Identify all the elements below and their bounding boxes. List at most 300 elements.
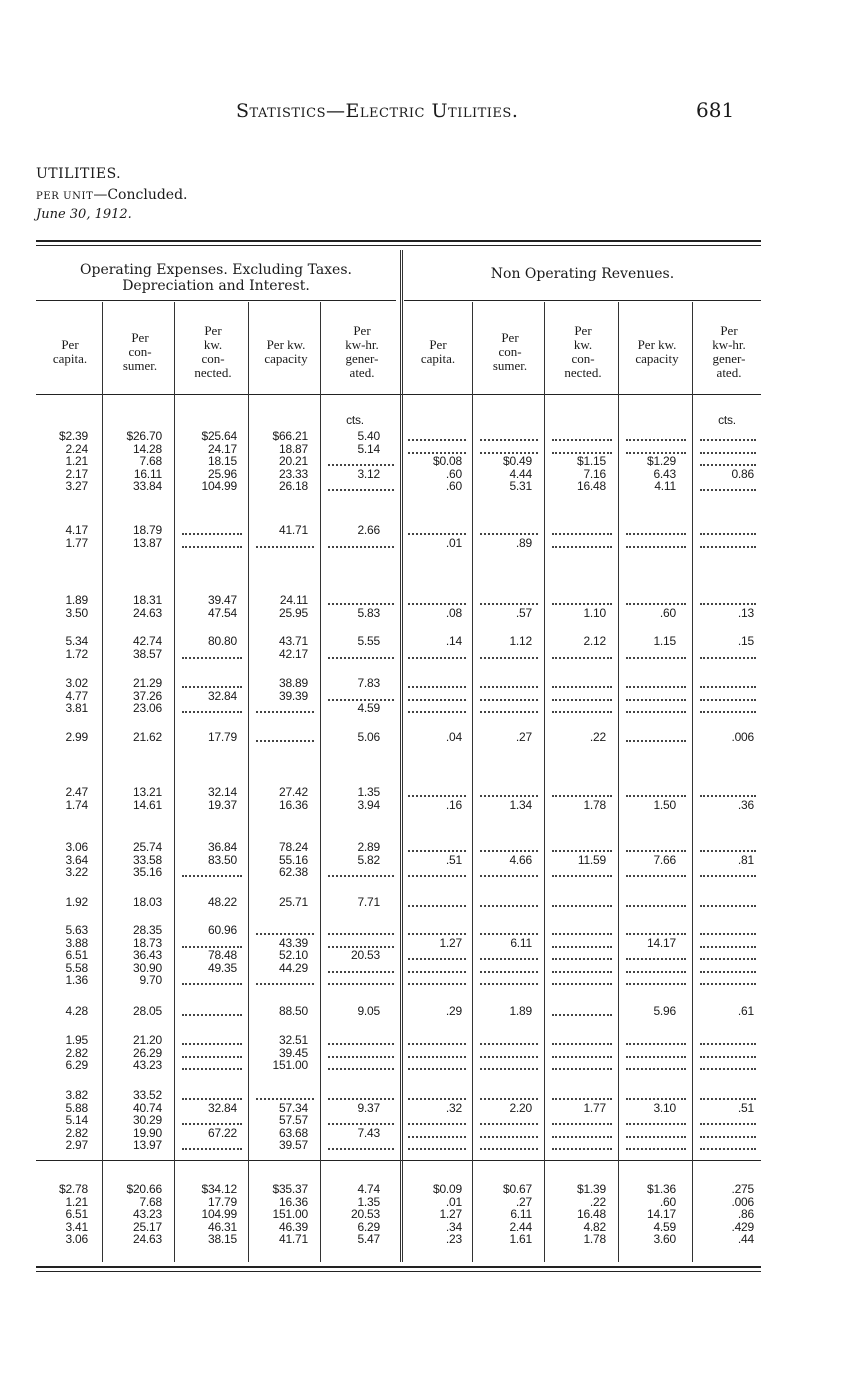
section-subheading: PER UNIT—Concluded.	[36, 187, 188, 203]
table-cell: 1.35	[357, 1194, 380, 1209]
empty-cell-leader	[626, 1098, 686, 1100]
empty-cell-leader	[700, 1098, 756, 1100]
empty-cell-leader	[700, 489, 756, 491]
empty-cell-leader	[700, 657, 756, 659]
table-cell: 20.53	[350, 1207, 380, 1222]
empty-cell-leader	[328, 971, 394, 973]
empty-cell-leader	[700, 958, 756, 960]
empty-cell-leader	[328, 1148, 394, 1150]
empty-cell-leader	[408, 971, 466, 973]
table-cell: $1.29	[646, 454, 676, 469]
table-cell: 6.51	[65, 948, 88, 963]
table-cell: 41.71	[278, 1232, 308, 1247]
table-cell: 3.06	[65, 840, 88, 854]
table-cell: .81	[737, 852, 754, 867]
table-cell: 36.43	[132, 948, 162, 963]
table-cell: 52.10	[278, 948, 308, 963]
table-cell: .60	[445, 479, 462, 494]
empty-cell-leader	[480, 603, 538, 605]
empty-cell-leader	[328, 546, 394, 548]
table-cell: 3.82	[65, 1088, 88, 1102]
empty-cell-leader	[626, 740, 686, 742]
empty-cell-leader	[408, 850, 466, 852]
empty-cell-leader	[626, 1056, 686, 1058]
table-cell: 13.97	[132, 1138, 162, 1153]
table-cell: 4.77	[65, 688, 88, 703]
table-cell: 3.22	[65, 865, 88, 880]
table-cell: 18.03	[132, 895, 162, 909]
empty-cell-leader	[480, 657, 538, 659]
totals-rule	[36, 1160, 761, 1161]
table-cell: .01	[445, 1194, 462, 1209]
empty-cell-leader	[626, 533, 686, 535]
table-cell: 38.57	[132, 646, 162, 661]
empty-cell-leader	[552, 1068, 612, 1070]
empty-cell-leader	[256, 933, 314, 935]
table-cell: 40.74	[132, 1100, 162, 1115]
empty-cell-leader	[480, 958, 538, 960]
table-cell: 24.11	[279, 593, 308, 607]
table-cell: 14.17	[646, 1207, 676, 1222]
table-cell: 35.16	[132, 865, 162, 880]
table-cell: 1.74	[65, 797, 88, 812]
table-cell: 33.84	[132, 479, 162, 494]
table-cell: 36.84	[207, 840, 237, 854]
table-cell: $26.70	[126, 429, 162, 443]
empty-cell-leader	[552, 603, 612, 605]
column-divider	[102, 302, 103, 1262]
table-cell: 7.16	[583, 466, 606, 481]
table-cell: 23.06	[132, 701, 162, 716]
empty-cell-leader	[408, 1136, 466, 1138]
column-divider	[472, 302, 473, 1262]
empty-cell-leader	[480, 711, 538, 713]
table-cell: 25.71	[278, 895, 308, 909]
table-cell: 19.37	[207, 797, 237, 812]
table-cell: 55.16	[278, 852, 308, 867]
table-cell: 6.11	[510, 935, 532, 950]
table-cell: .08	[445, 605, 462, 620]
table-cell: 80.80	[207, 634, 237, 648]
empty-cell-leader	[626, 711, 686, 713]
empty-cell-leader	[256, 711, 314, 713]
table-cell: 6.43	[653, 466, 676, 481]
table-cell: 16.11	[133, 466, 162, 481]
table-cell: 6.51	[65, 1207, 88, 1222]
table-cell: .27	[515, 730, 532, 744]
column-header-nonop-4: Per kw. capacity	[635, 337, 679, 366]
empty-cell-leader	[408, 533, 466, 535]
empty-cell-leader	[700, 1148, 756, 1150]
table-cell: 63.68	[278, 1125, 308, 1140]
table-cell: 25.74	[132, 840, 162, 854]
table-cell: 1.36	[65, 973, 88, 988]
table-cell: 4.17	[65, 523, 88, 537]
empty-cell-leader	[256, 983, 314, 985]
table-cell: $0.09	[432, 1182, 462, 1196]
table-cell: 151.00	[272, 1207, 308, 1222]
empty-cell-leader	[552, 958, 612, 960]
table-cell: 41.71	[278, 523, 308, 537]
table-cell: 78.48	[207, 948, 237, 963]
table-cell: 5.14	[65, 1113, 88, 1128]
table-cell: 3.94	[357, 797, 380, 812]
empty-cell-leader	[328, 875, 394, 877]
table-cell: 3.88	[65, 935, 88, 950]
table-cell: 7.66	[653, 852, 676, 867]
table-cell: 4.28	[65, 1004, 88, 1018]
table-cell: $66.21	[272, 429, 308, 443]
table-cell: 60.96	[207, 923, 237, 937]
table-cell: 27.42	[278, 785, 308, 799]
page-number: 681	[696, 98, 735, 122]
empty-cell-leader	[480, 699, 538, 701]
table-cell: 1.27	[439, 935, 462, 950]
table-cell: 20.21	[278, 454, 308, 469]
table-cell: 1.61	[509, 1232, 532, 1247]
table-date: June 30, 1912.	[36, 207, 132, 222]
empty-cell-leader	[700, 1136, 756, 1138]
empty-cell-leader	[626, 933, 686, 935]
table-cell: 24.63	[132, 605, 162, 620]
empty-cell-leader	[700, 533, 756, 535]
empty-cell-leader	[408, 603, 466, 605]
empty-cell-leader	[480, 686, 538, 688]
table-cell: 104.99	[201, 1207, 237, 1222]
table-cell: 2.89	[357, 840, 380, 854]
empty-cell-leader	[700, 795, 756, 797]
empty-cell-leader	[480, 971, 538, 973]
empty-cell-leader	[626, 1043, 686, 1045]
table-cell: 18.31	[132, 593, 162, 607]
table-cell: 28.05	[132, 1004, 162, 1018]
table-cell: 25.95	[278, 605, 308, 620]
table-cell: $0.67	[502, 1182, 532, 1196]
empty-cell-leader	[182, 686, 242, 688]
empty-cell-leader	[626, 439, 686, 441]
table-cell: 7.43	[357, 1125, 380, 1140]
empty-cell-leader	[408, 1043, 466, 1045]
column-header-opex-5: Per kw-hr. gener- ated.	[345, 323, 379, 380]
empty-cell-leader	[182, 875, 242, 877]
cts-label-operating: cts.	[346, 413, 364, 427]
table-cell: 3.02	[65, 676, 88, 690]
table-cell: 38.89	[278, 676, 308, 690]
empty-cell-leader	[700, 699, 756, 701]
table-cell: 1.92	[65, 895, 88, 909]
empty-cell-leader	[328, 464, 394, 466]
empty-cell-leader	[480, 795, 538, 797]
table-cell: 24.17	[207, 441, 237, 456]
empty-cell-leader	[552, 933, 612, 935]
table-cell: 11.59	[577, 852, 606, 867]
table-cell: 19.90	[132, 1125, 162, 1140]
column-divider	[320, 302, 321, 1262]
empty-cell-leader	[626, 699, 686, 701]
header-rule	[36, 394, 761, 395]
table-cell: 4.74	[357, 1182, 380, 1196]
column-divider	[248, 302, 249, 1262]
empty-cell-leader	[700, 1123, 756, 1125]
table-cell: .01	[445, 535, 462, 550]
table-cell: 2.97	[65, 1138, 88, 1153]
empty-cell-leader	[408, 1148, 466, 1150]
table-cell: 30.29	[132, 1113, 162, 1128]
table-cell: 28.35	[132, 923, 162, 937]
table-cell: 2.24	[65, 441, 88, 456]
table-cell: 32.84	[207, 1100, 237, 1115]
table-cell: $34.12	[201, 1182, 237, 1196]
table-cell: .15	[737, 634, 754, 648]
empty-cell-leader	[328, 1098, 394, 1100]
empty-cell-leader	[626, 850, 686, 852]
empty-cell-leader	[552, 850, 612, 852]
top-rule	[36, 240, 761, 242]
table-cell: .29	[445, 1004, 462, 1018]
empty-cell-leader	[480, 983, 538, 985]
table-cell: 4.44	[509, 466, 532, 481]
empty-cell-leader	[700, 946, 756, 948]
table-cell: .22	[589, 730, 606, 744]
empty-cell-leader	[408, 905, 466, 907]
table-cell: 88.50	[278, 1004, 308, 1018]
table-cell: 17.79	[207, 1194, 237, 1209]
table-cell: 2.99	[65, 730, 88, 744]
empty-cell-leader	[182, 546, 242, 548]
table-cell: 18.79	[132, 523, 162, 537]
table-cell: .23	[445, 1232, 462, 1247]
table-cell: .89	[515, 535, 532, 550]
table-cell: 16.36	[278, 1194, 308, 1209]
empty-cell-leader	[552, 971, 612, 973]
empty-cell-leader	[700, 546, 756, 548]
table-cell: 13.21	[132, 785, 162, 799]
table-cell: 30.90	[132, 960, 162, 975]
empty-cell-leader	[480, 1123, 538, 1125]
table-cell: 13.87	[132, 535, 162, 550]
table-cell: 2.20	[509, 1100, 532, 1115]
empty-cell-leader	[480, 1056, 538, 1058]
table-cell: 2.12	[583, 634, 606, 648]
empty-cell-leader	[700, 850, 756, 852]
empty-cell-leader	[480, 875, 538, 877]
table-cell: .36	[737, 797, 754, 812]
table-cell: 3.50	[65, 605, 88, 620]
empty-cell-leader	[408, 933, 466, 935]
table-cell: 5.47	[357, 1232, 380, 1247]
cts-label-nonoperating: cts.	[718, 413, 736, 427]
table-cell: 1.35	[357, 785, 380, 799]
table-cell: 2.82	[65, 1125, 88, 1140]
table-cell: 33.58	[132, 852, 162, 867]
table-cell: 42.74	[132, 634, 162, 648]
table-cell: 7.71	[357, 895, 380, 909]
table-cell: 26.29	[132, 1045, 162, 1060]
column-header-opex-1: Per capita.	[52, 337, 88, 366]
empty-cell-leader	[182, 533, 242, 535]
empty-cell-leader	[626, 603, 686, 605]
table-cell: .32	[445, 1100, 462, 1115]
table-cell: 3.27	[65, 479, 88, 494]
table-cell: 2.82	[65, 1045, 88, 1060]
table-cell: 33.52	[132, 1088, 162, 1102]
empty-cell-leader	[626, 1123, 686, 1125]
empty-cell-leader	[408, 875, 466, 877]
table-cell: 1.95	[65, 1033, 88, 1047]
empty-cell-leader	[182, 711, 242, 713]
empty-cell-leader	[552, 905, 612, 907]
section-heading: UTILITIES.	[36, 166, 122, 182]
empty-cell-leader	[408, 795, 466, 797]
empty-cell-leader	[626, 1068, 686, 1070]
table-cell: .61	[737, 1004, 754, 1018]
table-cell: $0.49	[502, 454, 532, 469]
empty-cell-leader	[408, 711, 466, 713]
table-cell: 1.10	[583, 605, 606, 620]
empty-cell-leader	[700, 933, 756, 935]
empty-cell-leader	[480, 533, 538, 535]
table-cell: 7.68	[139, 454, 162, 469]
table-cell: 78.24	[278, 840, 308, 854]
empty-cell-leader	[552, 983, 612, 985]
table-cell: 39.47	[207, 593, 237, 607]
table-cell: 9.70	[139, 973, 162, 988]
table-cell: 14.28	[132, 441, 162, 456]
table-cell: 5.82	[357, 852, 380, 867]
column-divider	[174, 302, 175, 1262]
table-cell: 32.51	[278, 1033, 308, 1047]
table-cell: 16.48	[576, 479, 606, 494]
empty-cell-leader	[328, 657, 394, 659]
table-cell: 3.60	[653, 1232, 676, 1247]
table-cell: .51	[737, 1100, 754, 1115]
table-cell: 5.34	[65, 634, 88, 648]
empty-cell-leader	[626, 971, 686, 973]
empty-cell-leader	[626, 657, 686, 659]
table-cell: .60	[659, 1194, 676, 1209]
table-cell: 67.22	[207, 1125, 237, 1140]
empty-cell-leader	[626, 958, 686, 960]
table-cell: .13	[737, 605, 754, 620]
empty-cell-leader	[328, 1043, 394, 1045]
table-cell: 16.48	[576, 1207, 606, 1222]
empty-cell-leader	[552, 1098, 612, 1100]
table-cell: .04	[445, 730, 462, 744]
empty-cell-leader	[408, 1098, 466, 1100]
empty-cell-leader	[700, 686, 756, 688]
empty-cell-leader	[408, 1068, 466, 1070]
empty-cell-leader	[700, 1056, 756, 1058]
empty-cell-leader	[552, 686, 612, 688]
table-cell: .34	[445, 1219, 462, 1234]
running-title: Statistics—Electric Utilities.	[236, 100, 519, 122]
table-cell: $1.39	[576, 1182, 606, 1196]
table-cell: 21.29	[132, 676, 162, 690]
bottom-rule	[36, 1266, 761, 1268]
table-cell: 20.53	[350, 948, 380, 963]
empty-cell-leader	[626, 875, 686, 877]
table-cell: 47.54	[207, 605, 237, 620]
table-cell: .51	[445, 852, 462, 867]
table-cell: 43.23	[132, 1058, 162, 1073]
table-cell: 37.26	[132, 688, 162, 703]
table-cell: 5.58	[65, 960, 88, 975]
table-cell: 5.96	[653, 1004, 676, 1018]
empty-cell-leader	[626, 1136, 686, 1138]
empty-cell-leader	[328, 983, 394, 985]
table-cell: 39.39	[278, 688, 308, 703]
table-cell: 7.83	[357, 676, 380, 690]
table-cell: 43.71	[278, 634, 308, 648]
table-cell: 3.81	[65, 701, 88, 716]
table-cell: 0.86	[731, 466, 754, 481]
empty-cell-leader	[626, 905, 686, 907]
table-cell: 3.64	[65, 852, 88, 867]
empty-cell-leader	[700, 464, 756, 466]
table-cell: 1.21	[65, 1194, 88, 1209]
table-cell: 3.41	[65, 1219, 88, 1234]
empty-cell-leader	[552, 1043, 612, 1045]
table-cell: 1.27	[439, 1207, 462, 1222]
empty-cell-leader	[256, 740, 314, 742]
table-cell: 1.77	[65, 535, 88, 550]
bottom-rule-thin	[36, 1271, 761, 1272]
table-cell: 9.05	[357, 1004, 380, 1018]
table-cell: 1.77	[583, 1100, 606, 1115]
table-cell: 151.00	[272, 1058, 308, 1073]
empty-cell-leader	[182, 1043, 242, 1045]
empty-cell-leader	[700, 875, 756, 877]
table-cell: .16	[445, 797, 462, 812]
table-cell: 3.10	[653, 1100, 676, 1115]
table-cell: .44	[737, 1232, 754, 1247]
table-cell: 26.18	[278, 479, 308, 494]
empty-cell-leader	[552, 1056, 612, 1058]
table-cell: .429	[731, 1219, 754, 1234]
empty-cell-leader	[328, 489, 394, 491]
table-cell: 9.37	[357, 1100, 380, 1115]
table-cell: 42.17	[278, 646, 308, 661]
table-cell: 4.59	[357, 701, 380, 716]
column-header-opex-4: Per kw. capacity	[264, 337, 308, 366]
empty-cell-leader	[626, 983, 686, 985]
table-cell: 17.79	[207, 730, 237, 744]
empty-cell-leader	[182, 1068, 242, 1070]
table-cell: 32.84	[207, 688, 237, 703]
table-cell: 1.89	[509, 1004, 532, 1018]
table-cell: .57	[515, 605, 532, 620]
table-cell: 1.78	[583, 797, 606, 812]
empty-cell-leader	[328, 1068, 394, 1070]
empty-cell-leader	[552, 1014, 612, 1016]
empty-cell-leader	[626, 546, 686, 548]
table-cell: 46.31	[207, 1219, 237, 1234]
table-cell: 39.45	[278, 1045, 308, 1060]
empty-cell-leader	[328, 933, 394, 935]
empty-cell-leader	[700, 1043, 756, 1045]
table-cell: 6.29	[357, 1219, 380, 1234]
table-cell: 49.35	[207, 960, 237, 975]
table-cell: 1.78	[583, 1232, 606, 1247]
empty-cell-leader	[480, 439, 538, 441]
table-cell: $1.36	[646, 1182, 676, 1196]
table-cell: 57.57	[278, 1113, 308, 1128]
empty-cell-leader	[408, 686, 466, 688]
table-cell: 43.23	[132, 1207, 162, 1222]
group-rule-left	[36, 300, 396, 301]
empty-cell-leader	[700, 711, 756, 713]
column-divider	[544, 302, 545, 1262]
